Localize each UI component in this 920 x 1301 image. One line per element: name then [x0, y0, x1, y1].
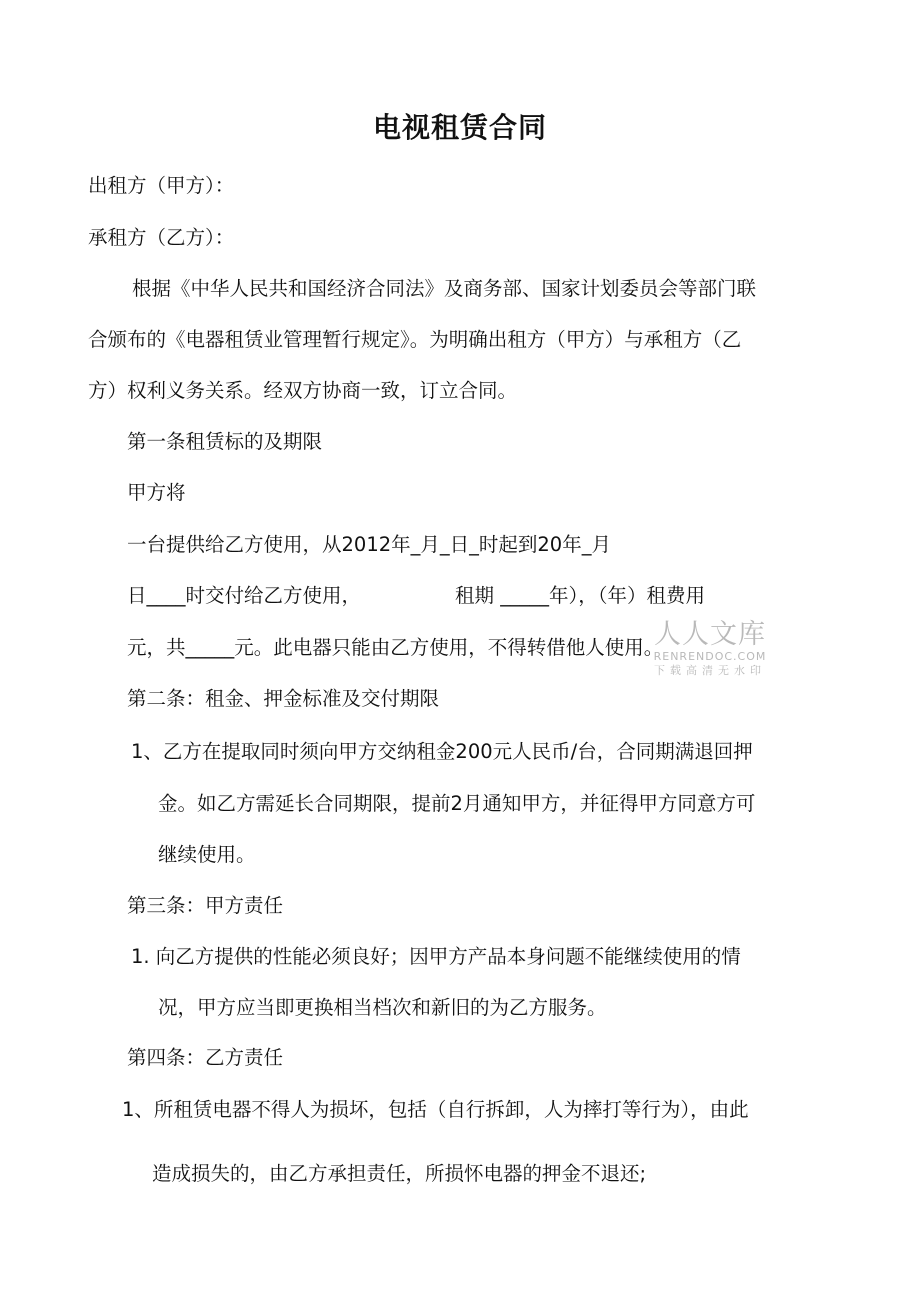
- article-2-item-1-line-3: 继续使用。: [158, 843, 256, 866]
- article-1-text-3b: 租期 _____年），（年）租费用: [455, 584, 705, 607]
- watermark: [648, 620, 772, 678]
- lessee-line: 承租方（乙方）：: [88, 226, 235, 249]
- article-2-heading: 第二条：租金、押金标准及交付期限: [127, 687, 440, 710]
- article-3-item-1-line-2: 况，甲方应当即更换相当档次和新旧的为乙方服务。: [158, 996, 607, 1019]
- article-2-item-1-line-1: 1、乙方在提取同时须向甲方交纳租金200元人民币/台，合同期满退回押: [131, 740, 753, 763]
- article-4-item-1-line-2: 造成损失的，由乙方承担责任，所损怀电器的押金不退还;: [152, 1162, 647, 1185]
- watermark-subtitle: 下载高清无水印: [654, 664, 766, 677]
- article-1-text-4: 元，共_____元。此电器只能由乙方使用，不得转借他人使用。: [127, 636, 664, 659]
- watermark-url: RENRENDOC.COM: [653, 650, 767, 663]
- article-1-text-3a: 日____时交付给乙方使用，: [127, 584, 362, 607]
- article-3-heading: 第三条：甲方责任: [127, 894, 284, 917]
- preamble-line-1: 根据《中华人民共和国经济合同法》及商务部、国家计划委员会等部门联: [132, 277, 757, 300]
- watermark-logo-text: 人人文库: [654, 619, 766, 650]
- article-4-item-1-line-1: 1、所租赁电器不得人为损坏，包括（自行拆卸，人为摔打等行为），由此: [122, 1098, 749, 1121]
- article-1-text-2: 一台提供给乙方使用，从2012年_月_日_时起到20年_月: [127, 533, 611, 556]
- preamble-line-3: 方）权利义务关系。经双方协商一致，订立合同。: [88, 379, 518, 402]
- article-1-heading: 第一条租赁标的及期限: [127, 430, 323, 453]
- lessor-line: 出租方（甲方）：: [88, 174, 235, 197]
- article-2-item-1-line-2: 金。如乙方需延长合同期限，提前2月通知甲方，并征得甲方同意方可: [158, 792, 756, 815]
- preamble-line-2: 合颁布的《电器租赁业管理暂行规定》。为明确出租方（甲方）与承租方（乙: [88, 328, 742, 351]
- article-3-item-1-line-1: 1. 向乙方提供的性能必须良好；因甲方产品本身问题不能继续使用的情: [131, 945, 741, 968]
- document-title: 电视租赁合同: [372, 111, 547, 144]
- article-4-heading: 第四条：乙方责任: [127, 1046, 284, 1069]
- article-1-text-1: 甲方将: [127, 481, 186, 504]
